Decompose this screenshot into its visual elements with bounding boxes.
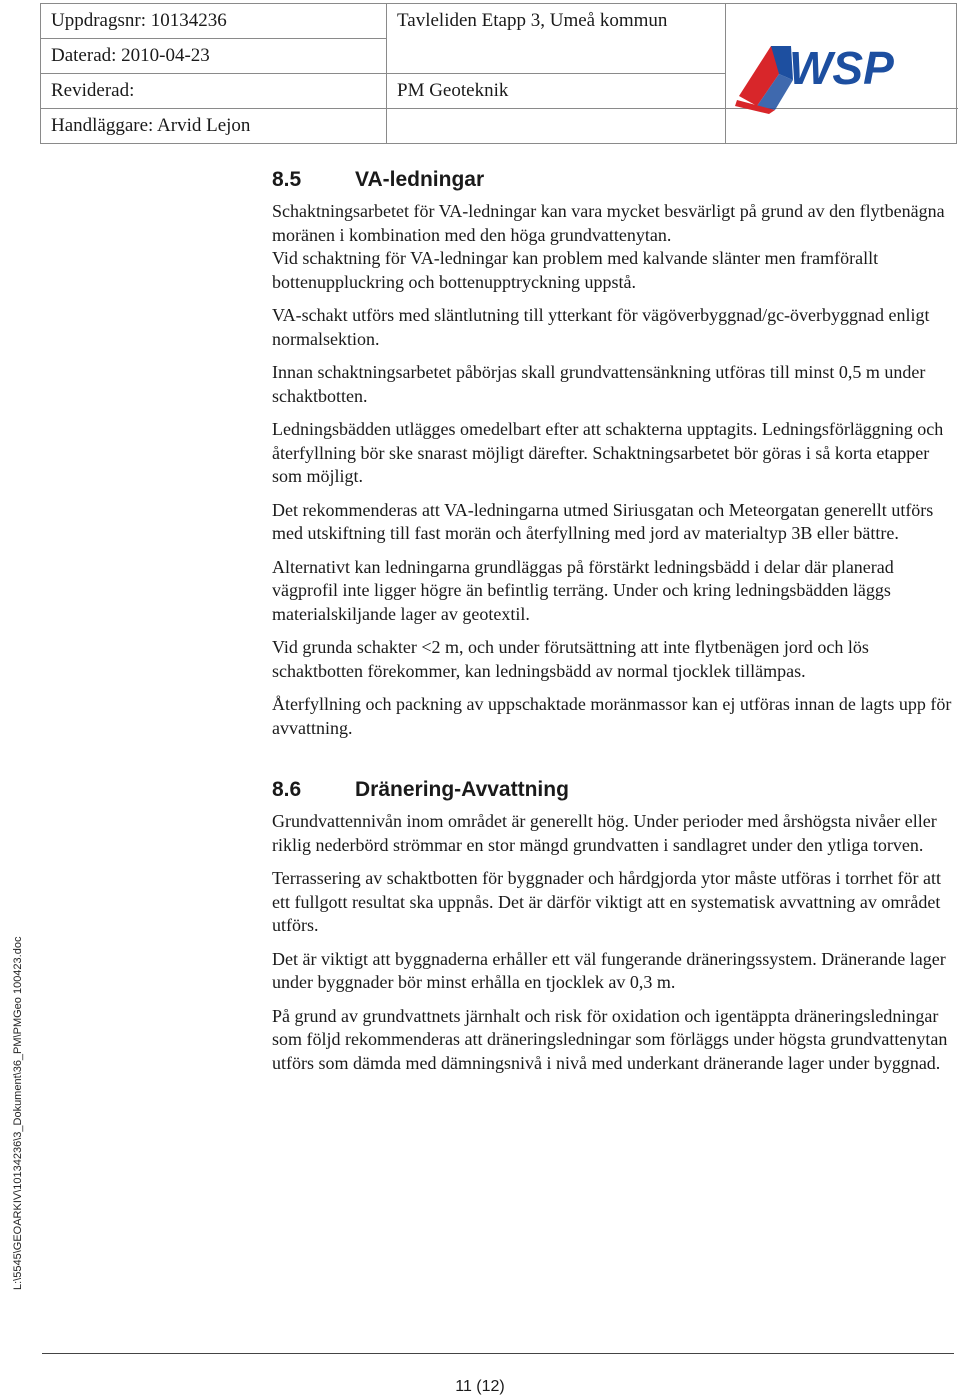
assignment-number: Uppdragsnr: 10134236 [51,10,227,31]
file-path: L:\5545\GEOARKIV\10134236\3_Dokument\36_PM\PMGeo 100423.doc [12,936,24,1290]
paragraph: Innan schaktningsarbetet påbörjas skall grundvattensänkning utföras till minst 0,5 m under schaktbotten. [272,362,926,406]
date: Daterad: 2010-04-23 [51,45,210,66]
paragraph: Ledningsbädden utlägges omedelbart efter att schakterna upptagits. Ledningsförläggning och återfyllning bör ske snarast möjligt därefter. Schaktningsarbetet bör göras i så korta etapper som möjligt. [272,419,944,486]
section-heading [272,770,960,810]
paragraph: VA-schakt utförs med släntlutning till ytterkant för vägöverbyggnad/gc-överbyggnad enligt normalsektion. [272,305,930,349]
page-number: 11 (12) [455,1378,505,1395]
paragraph: Alternativt kan ledningarna grundläggas på förstärkt ledningsbädd i delar där planerad vägprofil inte ligger högre än befintlig terräng. Under och kring ledningsbädden läggs materialskiljande lager av geotextil. [272,556,894,624]
revised: Reviderad: [51,80,135,101]
document-header [40,3,957,144]
section-title: VA-ledningar [355,168,485,191]
document-type: PM Geoteknik [397,80,509,101]
header-rule [41,38,386,39]
section-number: 8.6 [272,778,302,801]
paragraph: Återfyllning och packning av uppschaktade moränmassor kan ej utföras innan de lagts upp för avvattning. [272,694,952,738]
svg-text:WSP: WSP [789,42,894,94]
project-title: Tavleliden Etapp 3, Umeå kommun [397,10,668,31]
wsp-logo [731,34,921,114]
section-number: 8.5 [272,168,302,191]
paragraph: Det rekommenderas att VA-ledningarna utmed Siriusgatan och Meteorgatan generellt utförs med utskiftning till fast morän och återfyllning med jord av materialtyp 3B eller bättre. [272,499,934,543]
header-divider [725,4,726,143]
paragraph: Terrassering av schaktbotten för byggnader och hårdgjorda ytor måste utföras i torrhet för att ett fullgott resultat ska uppnås. Det är därför viktigt att en systematisk avvattning av området utförs. [272,868,942,935]
paragraph: Vid grunda schakter <2 m, och under förutsättning att inte flytbenägen jord och lös schaktbotten förekommer, kan ledningsbädd av normal tjocklek tillämpas. [272,637,869,681]
footer-rule [42,1353,954,1354]
paragraph: Vid schaktning för VA-ledningar kan problem med kalvande slänter men framförallt bottenuppluckring och bottenupptryckning uppstå. [272,248,879,292]
header-rule [41,73,725,74]
section-title: Dränering-Avvattning [355,778,569,801]
paragraph: Det är viktigt att byggnaderna erhåller ett väl fungerande dräneringssystem. Dränerande lager under byggnader bör minst erhålla en tjocklek av 0,3 m. [272,948,946,992]
main-content [272,160,960,1085]
section-heading [272,160,960,200]
paragraph: Schaktningsarbetet för VA-ledningar kan vara mycket besvärligt på grund av den flytbenägna moränen i kombination med den höga grundvattenytan. [272,201,945,245]
handler: Handläggare: Arvid Lejon [51,115,251,136]
paragraph: Grundvattennivån inom området är generellt hög. Under perioder med årshögsta nivåer eller riklig nederbörd strömmar en stor mängd grundvatten i sandlagret under den ytliga torven. [272,811,937,855]
paragraph: På grund av grundvattnets järnhalt och risk för oxidation och igentäppta dräneringsledningar som följd rekommenderas att dräneringsledningar som förläggs under högsta grundvattenytan utförs som dämda med dämningsnivå i nivå med underkant dränerande lager under byggnad. [272,1005,948,1073]
